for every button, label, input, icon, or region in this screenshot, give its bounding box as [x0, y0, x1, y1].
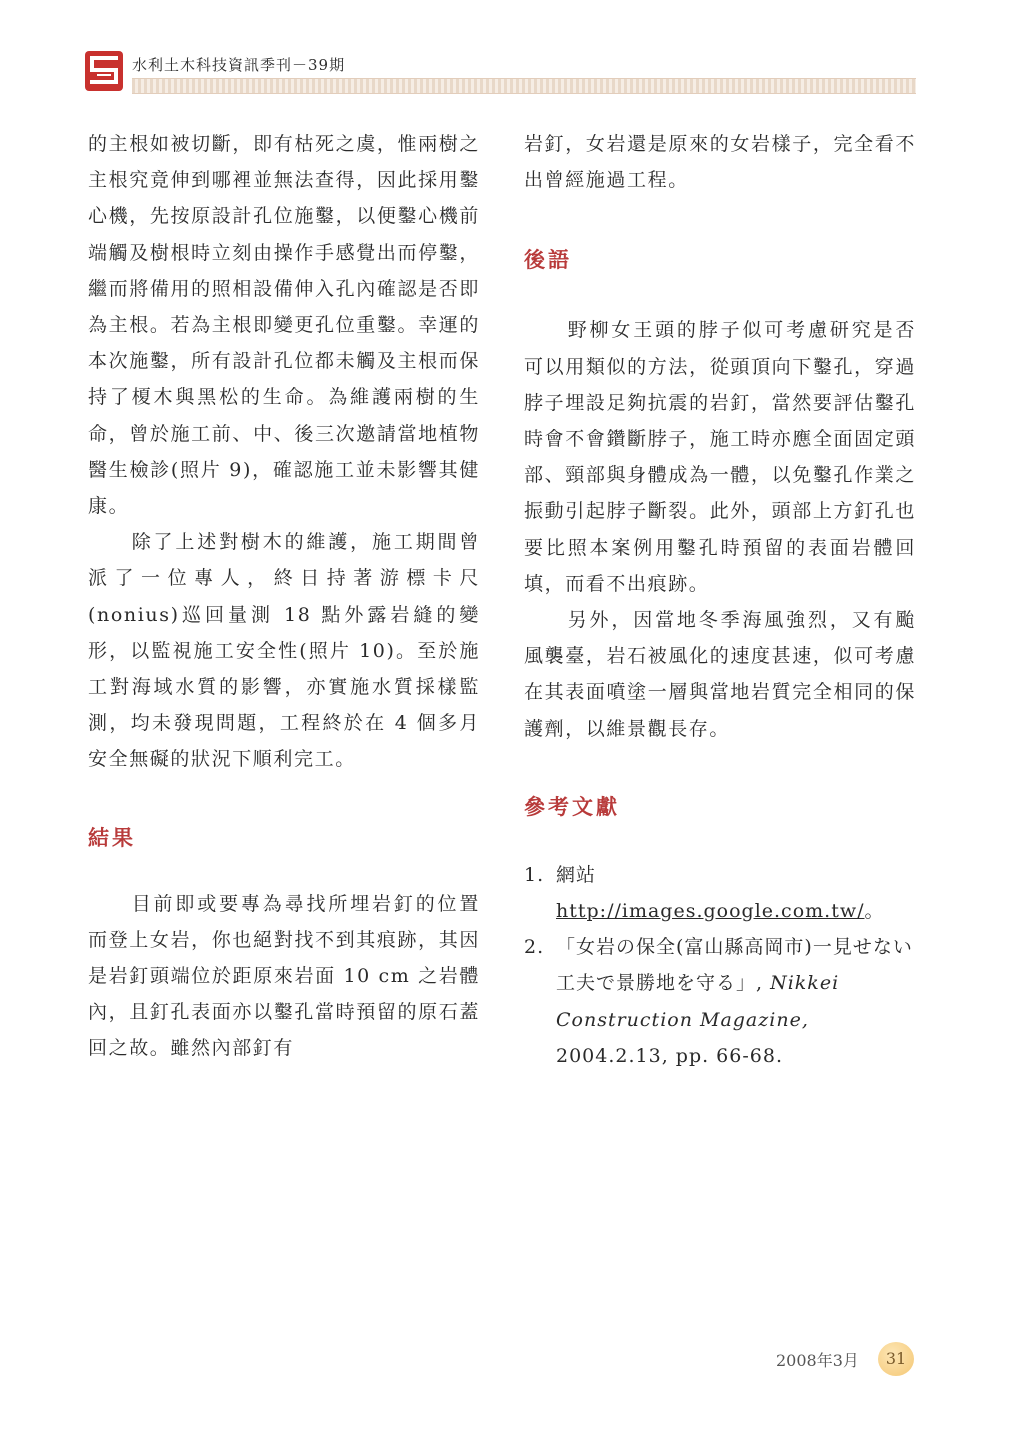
- journal-title: 水利土木科技資訊季刊－39期: [132, 56, 346, 74]
- reference-number: 2.: [524, 936, 545, 959]
- body-paragraph: 除了上述對樹木的維護，施工期間曾派了一位專人，終日持著游標卡尺(nonius)巡回量測 18 點外露岩縫的變形，以監視施工安全性(照片 10)。至於施工對海域水質的影響，亦實施水質採樣監測，均未發現問題，工程終於在 4 個多月安全無礙的狀況下順利完工。: [88, 531, 480, 771]
- reference-prefix: 網站: [556, 863, 597, 886]
- header-decorative-band: [132, 78, 916, 94]
- section-heading-epilogue: 後語: [524, 247, 572, 273]
- page-header: [84, 48, 916, 96]
- section-heading-references: 參考文獻: [524, 793, 620, 819]
- left-column: [88, 126, 480, 1067]
- reference-item: [524, 857, 916, 929]
- reference-number: 1.: [524, 863, 545, 886]
- body-paragraph: 目前即或要專為尋找所埋岩釘的位置而登上女岩，你也絕對找不到其痕跡，其因是岩釘頭端位於距原來岩面 10 cm 之岩體內，且釘孔表面亦以鑿孔當時預留的原石蓋回之故。雖然內部釘有: [88, 892, 480, 1060]
- reference-item: [524, 929, 916, 1074]
- reference-link[interactable]: http://images.google.com.tw/: [556, 900, 865, 923]
- journal-logo-icon: [84, 50, 124, 92]
- reference-details: 2004.2.13, pp. 66-68.: [556, 1044, 783, 1067]
- reference-journal: Nikkei Construction Magazine,: [556, 972, 840, 1031]
- reference-title: 「女岩の保全(富山縣高岡市)一見せない工夫で景勝地を守る」,: [556, 936, 913, 995]
- body-paragraph: 野柳女王頭的脖子似可考慮研究是否可以用類似的方法，從頭頂向下鑿孔，穿過脖子埋設足夠抗震的岩釘，當然要評估鑿孔時會不會鑽斷脖子，施工時亦應全面固定頭部、頸部與身體成為一體，以免鑿孔作業之振動引起脖子斷裂。此外，頭部上方釘孔也要比照本案例用鑿孔時預留的表面岩體回填，而看不出痕跡。: [524, 319, 916, 595]
- section-heading-results: 結果: [88, 824, 136, 850]
- reference-list: [524, 857, 916, 1074]
- body-paragraph: 的主根如被切斷，即有枯死之虞，惟兩樹之主根究竟伸到哪裡並無法查得，因此採用鑿心機，先按原設計孔位施鑿，以便鑿心機前端觸及樹根時立刻由操作手感覺出而停鑿，繼而將備用的照相設備伸入孔內確認是否即為主根。若為主根即變更孔位重鑿。幸運的本次施鑿，所有設計孔位都未觸及主根而保持了榎木與黑松的生命。為維護兩樹的生命，曾於施工前、中、後三次邀請當地植物醫生檢診(照片 9)，確認施工並未影響其健康。: [88, 133, 480, 518]
- reference-suffix: 。: [864, 900, 885, 923]
- right-column: [524, 126, 916, 1074]
- page-number-badge: 31: [878, 1342, 914, 1376]
- body-paragraph: 岩釘，女岩還是原來的女岩樣子，完全看不出曾經施過工程。: [524, 133, 916, 192]
- issue-date: 2008年3月: [776, 1351, 859, 1370]
- body-paragraph: 另外，因當地冬季海風強烈，又有颱風襲臺，岩石被風化的速度甚速，似可考慮在其表面噴塗一層與當地岩質完全相同的保護劑，以維景觀長存。: [524, 609, 916, 740]
